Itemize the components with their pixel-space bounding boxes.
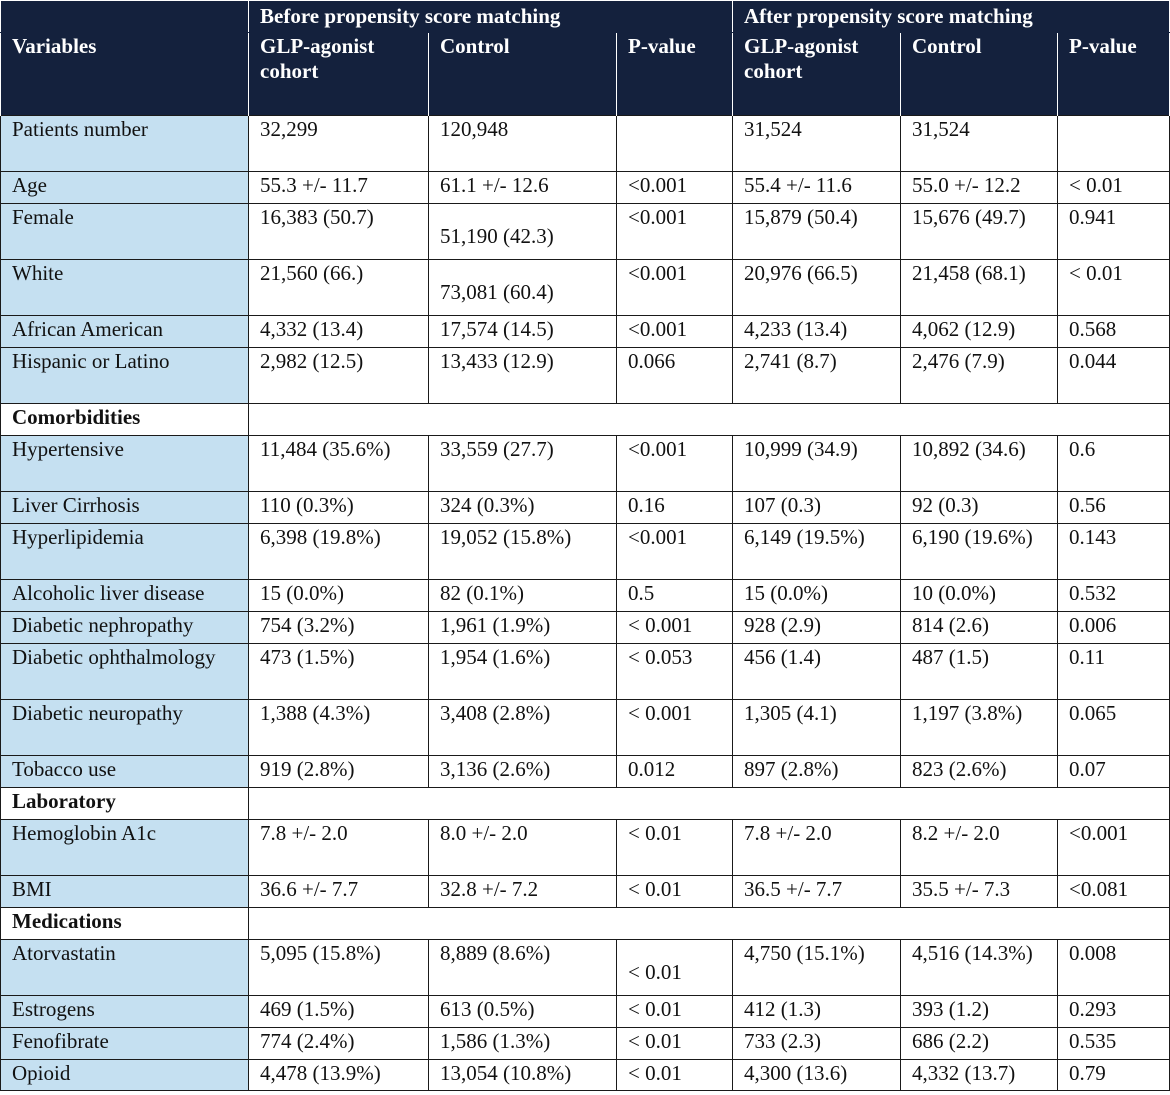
table-row	[1, 116, 1170, 172]
cell-control-before: 19,052 (15.8%)	[429, 524, 617, 580]
cell-pvalue-before	[617, 116, 733, 172]
cell-pvalue-before: <0.001	[617, 204, 733, 260]
cell-pvalue-after: 0.044	[1058, 348, 1170, 404]
cell-glp-before: 469 (1.5%)	[249, 996, 429, 1028]
variable-label: Hypertensive	[1, 436, 249, 492]
cell-glp-after: 1,305 (4.1)	[733, 700, 901, 756]
cell-pvalue-before: <0.001	[617, 260, 733, 316]
cell-glp-before: 55.3 +/- 11.7	[249, 172, 429, 204]
cell-pvalue-after: 0.6	[1058, 436, 1170, 492]
cell-glp-before: 4,478 (13.9%)	[249, 1060, 429, 1091]
table-row	[1, 876, 1170, 908]
cell-glp-after: 412 (1.3)	[733, 996, 901, 1028]
cell-glp-after: 55.4 +/- 11.6	[733, 172, 901, 204]
cell-control-after: 6,190 (19.6%)	[901, 524, 1058, 580]
cell-control-before: 1,954 (1.6%)	[429, 644, 617, 700]
cell-control-after: 92 (0.3)	[901, 492, 1058, 524]
cell-pvalue-before: < 0.01	[617, 940, 733, 996]
table-row	[1, 436, 1170, 492]
cell-glp-after: 6,149 (19.5%)	[733, 524, 901, 580]
cell-pvalue-before: < 0.053	[617, 644, 733, 700]
cell-glp-after: 31,524	[733, 116, 901, 172]
variable-label: Fenofibrate	[1, 1028, 249, 1060]
cell-pvalue-before: <0.001	[617, 436, 733, 492]
table-row	[1, 996, 1170, 1028]
cell-control-before: 1,961 (1.9%)	[429, 612, 617, 644]
cell-control-before: 13,054 (10.8%)	[429, 1060, 617, 1091]
cell-glp-after: 15 (0.0%)	[733, 580, 901, 612]
cell-pvalue-before: <0.001	[617, 316, 733, 348]
group-after-matching: After propensity score matching	[733, 1, 1170, 33]
table-row	[1, 820, 1170, 876]
section-row	[1, 908, 1170, 940]
cell-pvalue-after: 0.941	[1058, 204, 1170, 260]
cell-control-after: 15,676 (49.7)	[901, 204, 1058, 260]
cell-glp-before: 4,332 (13.4)	[249, 316, 429, 348]
cell-control-before: 33,559 (27.7)	[429, 436, 617, 492]
cell-pvalue-before: 0.012	[617, 756, 733, 788]
cell-pvalue-after	[1058, 116, 1170, 172]
cell-glp-after: 4,300 (13.6)	[733, 1060, 901, 1091]
cell-control-after: 4,332 (13.7)	[901, 1060, 1058, 1091]
cell-pvalue-after: < 0.01	[1058, 172, 1170, 204]
cell-pvalue-before: <0.001	[617, 172, 733, 204]
cell-glp-before: 11,484 (35.6%)	[249, 436, 429, 492]
table-header	[1, 1, 1170, 116]
table-row	[1, 612, 1170, 644]
cell-control-after: 55.0 +/- 12.2	[901, 172, 1058, 204]
cell-control-after: 814 (2.6)	[901, 612, 1058, 644]
cell-pvalue-after: 0.79	[1058, 1060, 1170, 1091]
cell-pvalue-after: 0.535	[1058, 1028, 1170, 1060]
cell-glp-before: 32,299	[249, 116, 429, 172]
variable-label: Hemoglobin A1c	[1, 820, 249, 876]
cell-pvalue-before: < 0.01	[617, 876, 733, 908]
cell-pvalue-after: <0.001	[1058, 820, 1170, 876]
cell-glp-after: 4,233 (13.4)	[733, 316, 901, 348]
cell-pvalue-after: 0.143	[1058, 524, 1170, 580]
cell-control-before: 51,190 (42.3)	[429, 204, 617, 260]
cell-pvalue-after: <0.081	[1058, 876, 1170, 908]
variable-label: Tobacco use	[1, 756, 249, 788]
section-spacer	[249, 908, 1170, 940]
cell-glp-after: 456 (1.4)	[733, 644, 901, 700]
cell-control-after: 2,476 (7.9)	[901, 348, 1058, 404]
cell-control-after: 21,458 (68.1)	[901, 260, 1058, 316]
cell-control-after: 4,062 (12.9)	[901, 316, 1058, 348]
cell-control-before: 17,574 (14.5)	[429, 316, 617, 348]
col-control-after: Control	[901, 33, 1058, 116]
table-row	[1, 172, 1170, 204]
variable-label: Age	[1, 172, 249, 204]
variable-label: Liver Cirrhosis	[1, 492, 249, 524]
variable-label: Female	[1, 204, 249, 260]
header-corner	[1, 1, 249, 33]
table-row	[1, 700, 1170, 756]
cell-control-before: 1,586 (1.3%)	[429, 1028, 617, 1060]
cell-pvalue-after: 0.065	[1058, 700, 1170, 756]
cell-glp-before: 6,398 (19.8%)	[249, 524, 429, 580]
col-pvalue-after: P-value	[1058, 33, 1170, 116]
cell-pvalue-after: 0.532	[1058, 580, 1170, 612]
cell-glp-before: 2,982 (12.5)	[249, 348, 429, 404]
cell-pvalue-after: 0.56	[1058, 492, 1170, 524]
cell-glp-before: 754 (3.2%)	[249, 612, 429, 644]
section-row	[1, 788, 1170, 820]
cell-control-before: 613 (0.5%)	[429, 996, 617, 1028]
variable-label: Estrogens	[1, 996, 249, 1028]
cell-glp-after: 897 (2.8%)	[733, 756, 901, 788]
table-row	[1, 204, 1170, 260]
cell-control-after: 686 (2.2)	[901, 1028, 1058, 1060]
cell-glp-after: 20,976 (66.5)	[733, 260, 901, 316]
table-row	[1, 524, 1170, 580]
cell-glp-before: 16,383 (50.7)	[249, 204, 429, 260]
cell-pvalue-after: 0.11	[1058, 644, 1170, 700]
cell-control-before: 324 (0.3%)	[429, 492, 617, 524]
cell-pvalue-before: 0.5	[617, 580, 733, 612]
cell-pvalue-before: < 0.01	[617, 820, 733, 876]
cell-glp-after: 15,879 (50.4)	[733, 204, 901, 260]
cell-pvalue-after: 0.568	[1058, 316, 1170, 348]
col-pvalue-before: P-value	[617, 33, 733, 116]
cell-control-after: 393 (1.2)	[901, 996, 1058, 1028]
cell-pvalue-after: 0.006	[1058, 612, 1170, 644]
cell-glp-after: 928 (2.9)	[733, 612, 901, 644]
cell-glp-before: 21,560 (66.)	[249, 260, 429, 316]
col-variables: Variables	[1, 33, 249, 116]
section-label: Medications	[1, 908, 249, 940]
cell-glp-after: 36.5 +/- 7.7	[733, 876, 901, 908]
cell-glp-before: 473 (1.5%)	[249, 644, 429, 700]
cell-control-before: 3,408 (2.8%)	[429, 700, 617, 756]
group-before-matching: Before propensity score matching	[249, 1, 733, 33]
section-label: Laboratory	[1, 788, 249, 820]
cell-control-after: 10 (0.0%)	[901, 580, 1058, 612]
col-glp-after: GLP-agonist cohort	[733, 33, 901, 116]
cell-control-before: 13,433 (12.9)	[429, 348, 617, 404]
cell-control-before: 8,889 (8.6%)	[429, 940, 617, 996]
cell-glp-before: 774 (2.4%)	[249, 1028, 429, 1060]
cell-glp-after: 7.8 +/- 2.0	[733, 820, 901, 876]
cell-pvalue-before: <0.001	[617, 524, 733, 580]
cell-glp-after: 4,750 (15.1%)	[733, 940, 901, 996]
cell-control-after: 1,197 (3.8%)	[901, 700, 1058, 756]
variable-label: Diabetic nephropathy	[1, 612, 249, 644]
cell-glp-before: 15 (0.0%)	[249, 580, 429, 612]
cell-control-after: 4,516 (14.3%)	[901, 940, 1058, 996]
table-row	[1, 1060, 1170, 1091]
cell-glp-after: 107 (0.3)	[733, 492, 901, 524]
cell-pvalue-before: < 0.01	[617, 1028, 733, 1060]
table-row	[1, 316, 1170, 348]
cell-glp-before: 1,388 (4.3%)	[249, 700, 429, 756]
cell-control-before: 8.0 +/- 2.0	[429, 820, 617, 876]
variable-label: Alcoholic liver disease	[1, 580, 249, 612]
table-row	[1, 580, 1170, 612]
variable-label: Diabetic ophthalmology	[1, 644, 249, 700]
table-row	[1, 260, 1170, 316]
cell-control-after: 823 (2.6%)	[901, 756, 1058, 788]
table-body	[1, 116, 1170, 1091]
cell-control-after: 8.2 +/- 2.0	[901, 820, 1058, 876]
baseline-characteristics-table	[0, 1, 1170, 1091]
variable-label: Atorvastatin	[1, 940, 249, 996]
cell-glp-after: 10,999 (34.9)	[733, 436, 901, 492]
cell-control-before: 32.8 +/- 7.2	[429, 876, 617, 908]
variable-label: Patients number	[1, 116, 249, 172]
section-spacer	[249, 788, 1170, 820]
cell-control-after: 10,892 (34.6)	[901, 436, 1058, 492]
cell-control-before: 73,081 (60.4)	[429, 260, 617, 316]
cell-glp-after: 2,741 (8.7)	[733, 348, 901, 404]
cell-control-before: 120,948	[429, 116, 617, 172]
cell-pvalue-before: < 0.01	[617, 1060, 733, 1091]
cell-glp-before: 919 (2.8%)	[249, 756, 429, 788]
cell-glp-before: 5,095 (15.8%)	[249, 940, 429, 996]
cell-control-before: 82 (0.1%)	[429, 580, 617, 612]
cell-pvalue-after: 0.07	[1058, 756, 1170, 788]
cell-control-after: 487 (1.5)	[901, 644, 1058, 700]
section-spacer	[249, 404, 1170, 436]
cell-control-before: 3,136 (2.6%)	[429, 756, 617, 788]
variable-label: BMI	[1, 876, 249, 908]
variable-label: Hispanic or Latino	[1, 348, 249, 404]
cell-pvalue-before: < 0.001	[617, 612, 733, 644]
cell-pvalue-after: 0.008	[1058, 940, 1170, 996]
variable-label: Opioid	[1, 1060, 249, 1091]
cell-pvalue-before: 0.066	[617, 348, 733, 404]
cell-pvalue-after: 0.293	[1058, 996, 1170, 1028]
cell-pvalue-before: 0.16	[617, 492, 733, 524]
cell-control-after: 35.5 +/- 7.3	[901, 876, 1058, 908]
cell-glp-after: 733 (2.3)	[733, 1028, 901, 1060]
cell-pvalue-after: < 0.01	[1058, 260, 1170, 316]
cell-control-after: 31,524	[901, 116, 1058, 172]
table-row	[1, 756, 1170, 788]
cell-control-before: 61.1 +/- 12.6	[429, 172, 617, 204]
section-row	[1, 404, 1170, 436]
table-row	[1, 1028, 1170, 1060]
section-label: Comorbidities	[1, 404, 249, 436]
cell-glp-before: 110 (0.3%)	[249, 492, 429, 524]
cell-glp-before: 36.6 +/- 7.7	[249, 876, 429, 908]
table-row	[1, 940, 1170, 996]
variable-label: Hyperlipidemia	[1, 524, 249, 580]
variable-label: African American	[1, 316, 249, 348]
table-row	[1, 644, 1170, 700]
col-control-before: Control	[429, 33, 617, 116]
col-glp-before: GLP-agonist cohort	[249, 33, 429, 116]
table-row	[1, 348, 1170, 404]
cell-pvalue-before: < 0.01	[617, 996, 733, 1028]
cell-pvalue-before: < 0.001	[617, 700, 733, 756]
cell-glp-before: 7.8 +/- 2.0	[249, 820, 429, 876]
variable-label: White	[1, 260, 249, 316]
variable-label: Diabetic neuropathy	[1, 700, 249, 756]
table-row	[1, 492, 1170, 524]
